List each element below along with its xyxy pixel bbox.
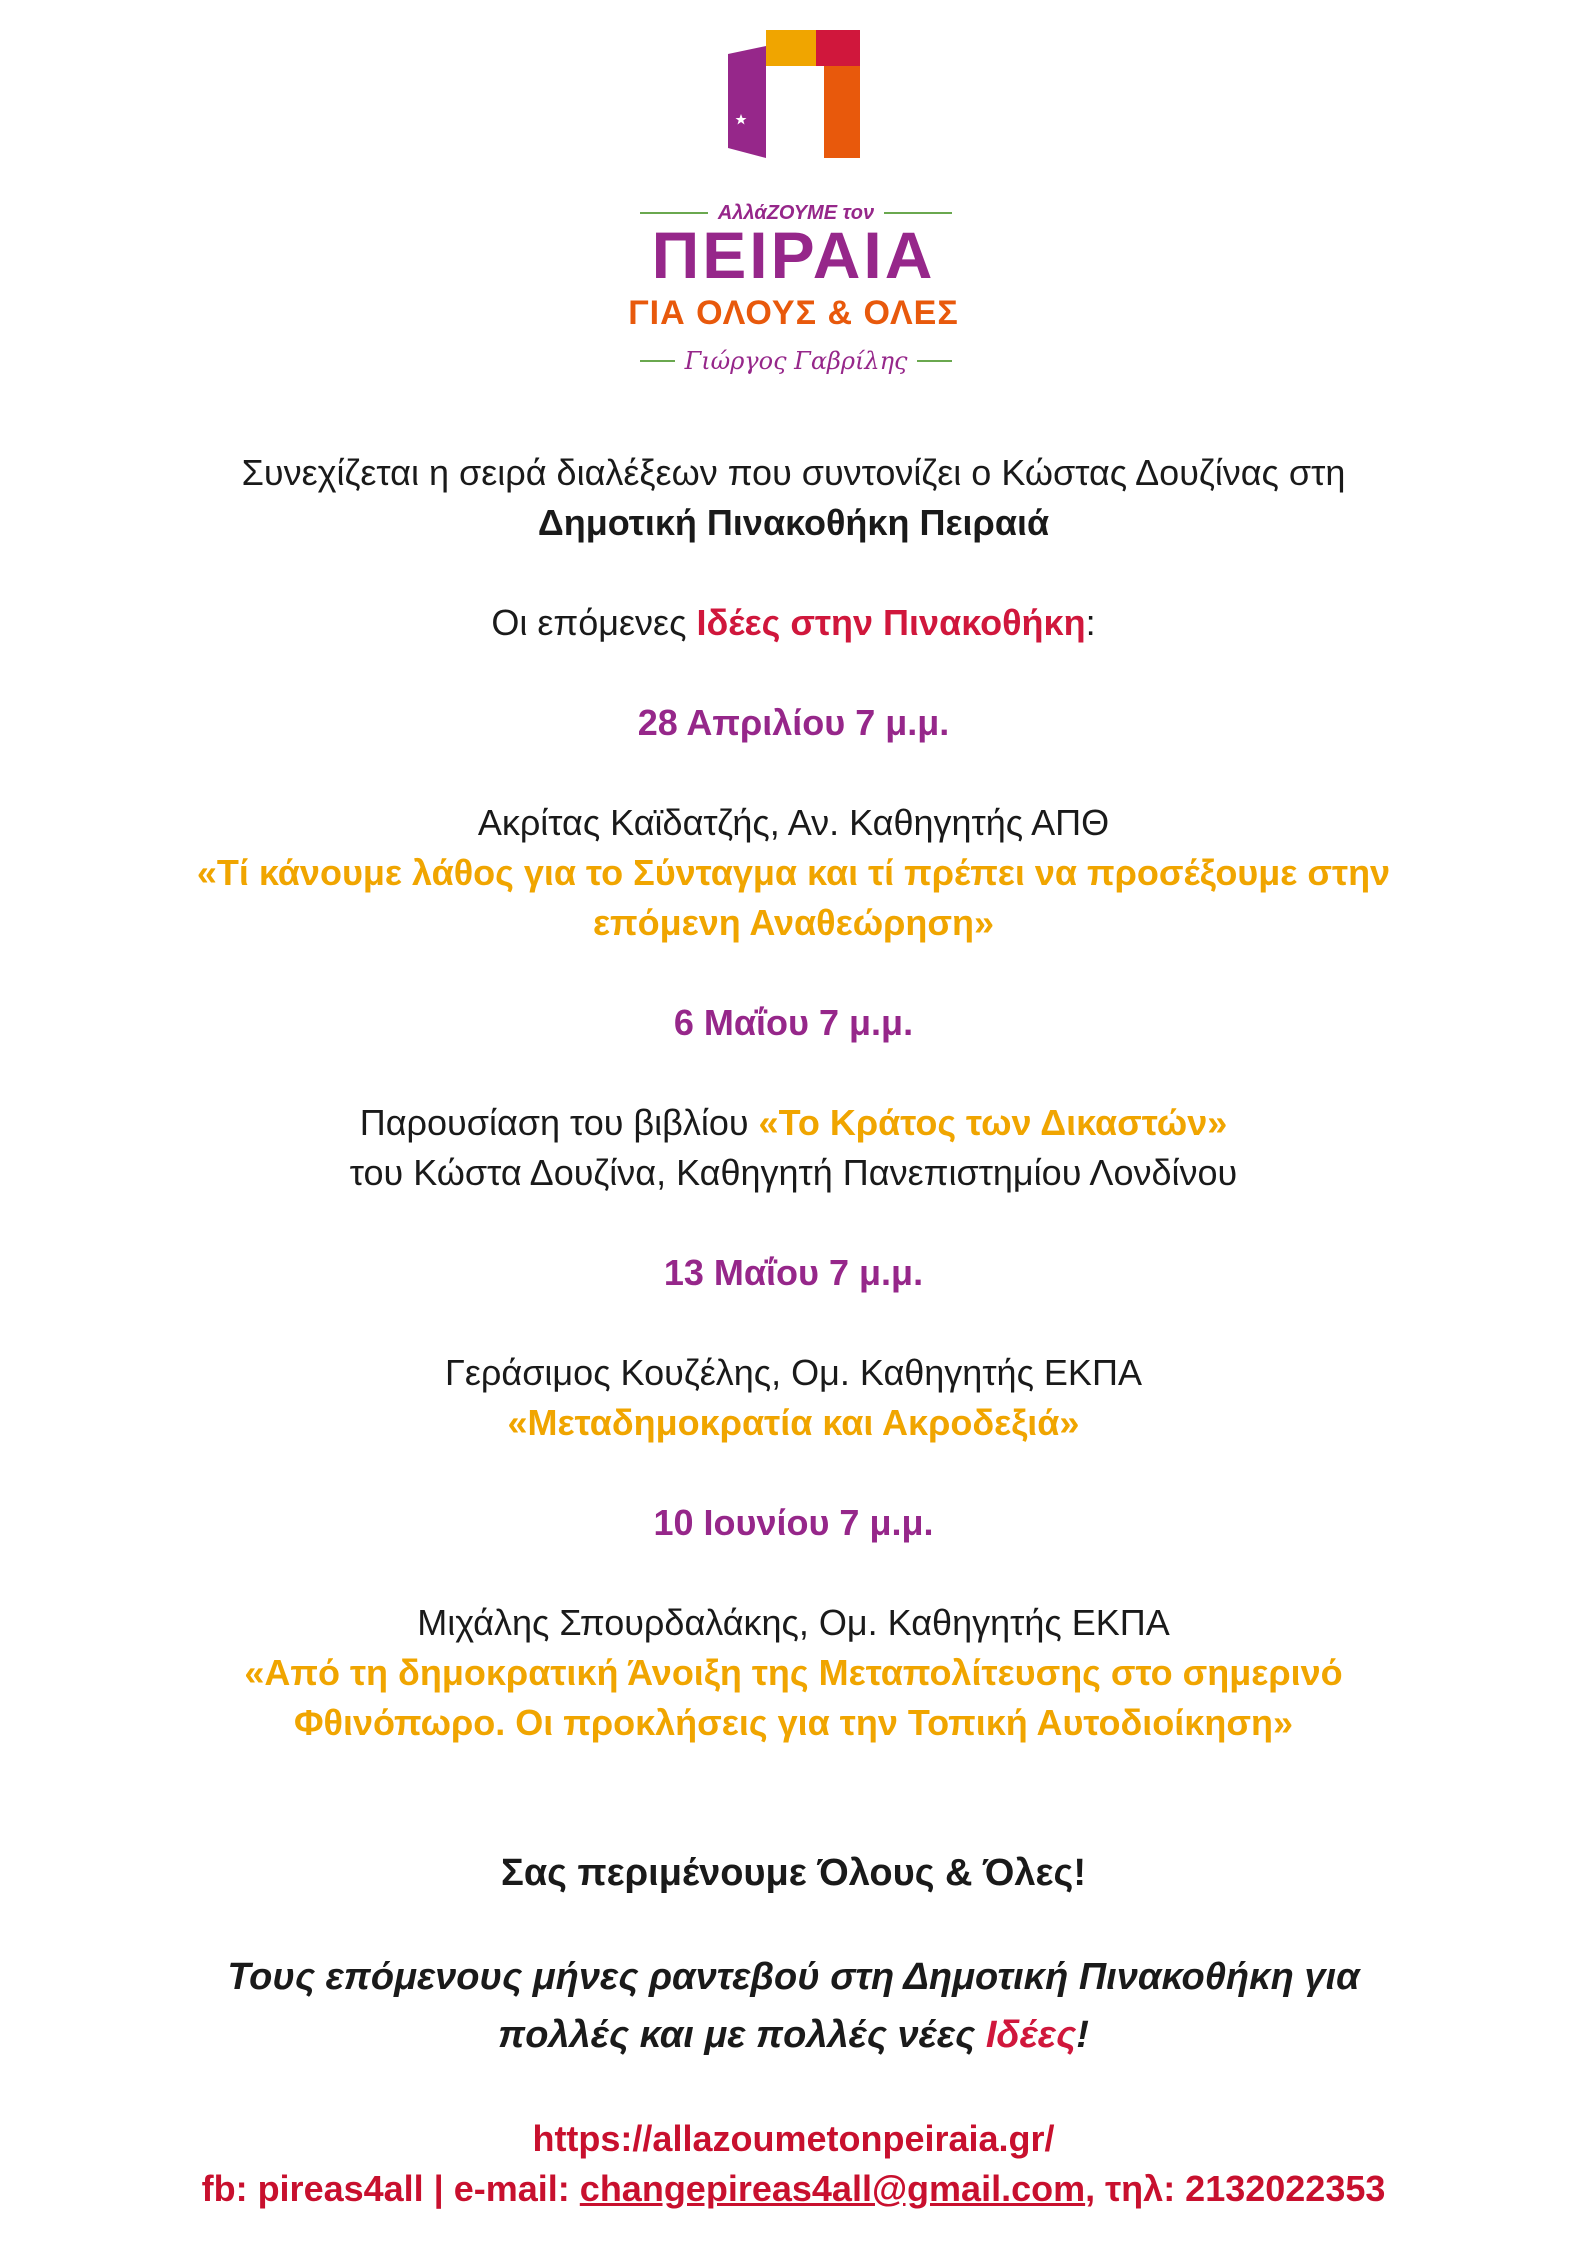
event-speaker: Ακρίτας Καϊδατζής, Αν. Καθηγητής ΑΠΘ — [477, 802, 1110, 843]
event-date: 28 Απριλίου 7 μ.μ. — [637, 702, 950, 743]
book-presentation — [60, 1098, 1527, 1148]
event-title: επόμενη Αναθεώρηση» — [592, 902, 995, 943]
contact-line — [60, 2164, 1527, 2214]
invite-highlight: Ιδέες — [985, 2014, 1077, 2056]
invite-suffix: ! — [1076, 2014, 1089, 2056]
venue: Δημοτική Πινακοθήκη Πειραιά — [537, 502, 1050, 543]
brand-main: ΠΕΙΡΑΙΑ — [651, 218, 936, 292]
signature-row — [640, 344, 952, 378]
invite-line — [60, 2006, 1527, 2064]
poster-content — [60, 448, 1527, 2214]
event-speaker: Γεράσιμος Κουζέλης, Ομ. Καθηγητής ΕΚΠΑ — [445, 1352, 1142, 1393]
series-prefix: Οι επόμενες — [491, 602, 697, 643]
event-title: Φθινόπωρο. Οι προκλήσεις για την Τοπική Αυτοδιοίκηση» — [294, 1702, 1293, 1743]
logo-orange-bar — [824, 66, 860, 158]
logo-crimson-block — [816, 30, 860, 66]
event-date: 6 Μαΐου 7 μ.μ. — [673, 1002, 914, 1043]
campaign-logo — [0, 0, 1587, 390]
website-url[interactable]: https://allazoumetonpeiraia.gr/ — [532, 2118, 1055, 2159]
door-logo-icon — [728, 30, 862, 158]
book-title: «Το Κράτος των Δικαστών» — [758, 1102, 1228, 1143]
closing-line: Σας περιμένουμε Όλους & Όλες! — [501, 1852, 1086, 1894]
email-link[interactable]: changepireas4all@gmail.com — [579, 2168, 1086, 2209]
logo-yellow-block — [766, 30, 816, 66]
invite-prefix: πολλές και με πολλές νέες — [498, 2014, 986, 2056]
tagline-rule-left — [640, 212, 708, 214]
event-date: 10 Ιουνίου 7 μ.μ. — [653, 1502, 934, 1543]
signature: Γιώργος Γαβρίλης — [684, 347, 908, 375]
series-name: Ιδέες στην Πινακοθήκη — [696, 602, 1086, 643]
event-title: «Τί κάνουμε λάθος για το Σύνταγμα και τί πρέπει να προσέξουμε στην — [196, 852, 1391, 893]
contact-phone: , τηλ: 2132022353 — [1085, 2168, 1386, 2209]
contact-fb: fb: pireas4all | e-mail: — [201, 2168, 580, 2209]
book-intro: Παρουσίαση του βιβλίου — [359, 1102, 759, 1143]
event-date: 13 Μαΐου 7 μ.μ. — [663, 1252, 924, 1293]
series-suffix: : — [1085, 602, 1096, 643]
event-title: «Από τη δημοκρατική Άνοιξη της Μεταπολίτευσης στο σημερινό — [244, 1652, 1343, 1693]
series-line — [60, 598, 1527, 648]
event-speaker: Μιχάλης Σπουρδαλάκης, Ομ. Καθηγητής ΕΚΠΑ — [417, 1602, 1170, 1643]
invite-line: Τους επόμενους μήνες ραντεβού στη Δημοτική Πινακοθήκη για — [227, 1956, 1360, 1998]
event-title: «Μεταδημοκρατία και Ακροδεξιά» — [507, 1402, 1080, 1443]
tagline-rule-right — [884, 212, 952, 214]
tagline: ΑλλάΖΟΥΜΕ τον — [717, 201, 875, 224]
book-author: του Κώστα Δουζίνα, Καθηγητή Πανεπιστημίου Λονδίνου — [349, 1152, 1238, 1193]
brand-sub: ΓΙΑ ΟΛΟΥΣ & ΟΛΕΣ — [628, 294, 959, 332]
logo-purple-door — [728, 46, 766, 158]
signature-rule-right — [917, 360, 952, 362]
signature-rule-left — [640, 360, 675, 362]
intro-line: Συνεχίζεται η σειρά διαλέξεων που συντονίζει ο Κώστας Δουζίνας στη — [241, 452, 1346, 493]
